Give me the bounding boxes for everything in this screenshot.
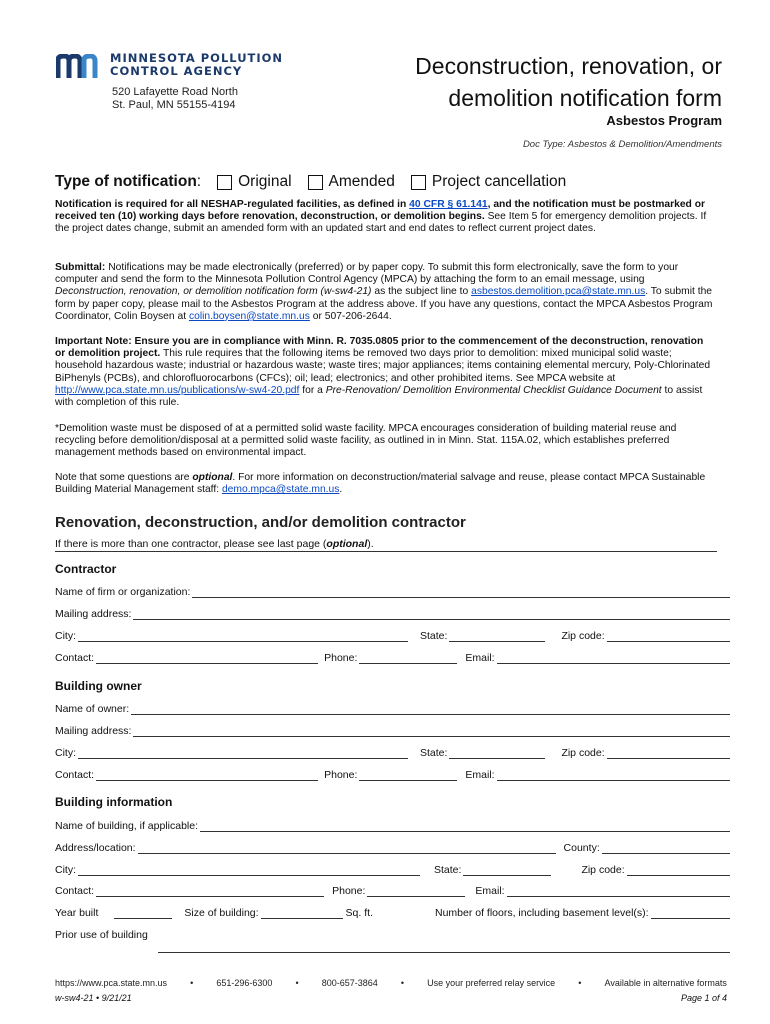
agency-address bbox=[112, 86, 238, 112]
section-subtitle bbox=[55, 538, 374, 550]
owner-state-input[interactable] bbox=[449, 747, 545, 759]
building-city-row bbox=[55, 862, 730, 876]
p2-bold: Submittal: bbox=[55, 262, 106, 273]
size-input[interactable] bbox=[261, 907, 343, 919]
size-label: Size of building: bbox=[184, 907, 259, 919]
p1-bold-b: , and the notification must be postmarked or received ten (10) working days before renovation, deconstruction, or demolition begins. bbox=[55, 199, 705, 223]
original-label: Original bbox=[238, 173, 292, 190]
firm-input[interactable] bbox=[192, 586, 730, 598]
contractor-mailing-label: Mailing address: bbox=[55, 608, 132, 620]
p5-a: Note that some questions are bbox=[55, 472, 193, 483]
footer-bullet-3: • bbox=[400, 978, 405, 988]
section-title: Renovation, deconstruction, and/or demolition contractor bbox=[55, 514, 466, 531]
agency-name bbox=[110, 52, 283, 78]
building-address-row bbox=[55, 840, 730, 854]
owner-heading: Building owner bbox=[55, 679, 142, 693]
notification-type-row bbox=[55, 173, 566, 191]
contractor-zip-input[interactable] bbox=[607, 630, 730, 642]
contractor-city-label: City: bbox=[55, 630, 76, 642]
owner-city-label: City: bbox=[55, 747, 76, 759]
floors-input[interactable] bbox=[651, 907, 730, 919]
p1-bold-a: Notification is required for all NESHAP-regulated facilities, as defined in bbox=[55, 199, 410, 210]
owner-name-input[interactable] bbox=[131, 703, 730, 715]
contractor-zip-label: Zip code: bbox=[561, 630, 605, 642]
building-phone-input[interactable] bbox=[367, 885, 465, 897]
owner-contact-input[interactable] bbox=[96, 769, 318, 781]
p2-a: Notifications may be made electronically (preferred) or by paper copy. To submit this form electronically, save the form to your computer and send the form to the Minnesota Pollution Control Agency (MPCA) by attaching the form to an email message, using bbox=[55, 262, 679, 286]
p2-c: . To submit the form by paper copy, please mail to the Asbestos Program at the address above. If you have any questions, contact the MPCA Asbestos Program Coordinator, Colin Boysen at bbox=[55, 286, 713, 322]
p2-b: as the subject line to bbox=[371, 286, 472, 298]
footer-bullet-4: • bbox=[578, 978, 582, 988]
building-county-input[interactable] bbox=[602, 842, 730, 854]
title-line-1: Deconstruction, renovation, or bbox=[415, 53, 722, 79]
footer-phone-2: 800-657-3864 bbox=[321, 978, 378, 988]
p1-rest: See Item 5 for emergency demolition projects. If the project dates change, submit an amended form with an updated start and end dates to reflect current project dates. bbox=[55, 211, 707, 235]
p5-b: . For more information on deconstruction/material salvage and reuse, please contact MPCA Sustainable Building Material Management staff: bbox=[55, 472, 706, 496]
cancellation-label: Project cancellation bbox=[431, 173, 567, 190]
owner-name-label: Name of owner: bbox=[55, 703, 130, 715]
contractor-state-label: State: bbox=[420, 630, 448, 642]
paragraph-submittal bbox=[55, 262, 715, 323]
building-contact-input[interactable] bbox=[96, 885, 324, 897]
original-checkbox[interactable] bbox=[217, 175, 232, 190]
p3-bold: Important Note: Ensure you are in compliance with Minn. R. 7035.0805 prior to the commencement of the deconstruction, renovation or demolition project. bbox=[55, 336, 704, 360]
owner-city-input[interactable] bbox=[78, 747, 408, 759]
footer-formats: Available in alternative formats bbox=[604, 978, 727, 988]
asbestos-email-link[interactable]: asbestos.demolition.pca@state.mn.us bbox=[471, 286, 646, 298]
paragraph-demolition-waste: *Demolition waste must be disposed of at a permitted solid waste facility. MPCA encourages consideration of building material reuse and recycling before demolition/disposal at a permitted solid waste facility, as outlined in in Minn. Stat. 115A.02, which establishes preferred management methods based on environmental impact. bbox=[55, 423, 677, 459]
building-size-row bbox=[55, 905, 730, 919]
mpca-logo-icon bbox=[56, 54, 106, 78]
building-phone-label: Phone: bbox=[332, 885, 366, 897]
agency-line-2: CONTROL AGENCY bbox=[110, 64, 243, 78]
owner-email-input[interactable] bbox=[497, 769, 730, 781]
building-address-input[interactable] bbox=[138, 842, 556, 854]
building-heading: Building information bbox=[55, 795, 173, 809]
contractor-city-input[interactable] bbox=[78, 630, 408, 642]
contractor-contact-row bbox=[55, 650, 730, 664]
owner-mailing-row bbox=[55, 723, 730, 737]
building-contact-row bbox=[55, 883, 730, 897]
building-email-label: Email: bbox=[475, 885, 505, 897]
p5-optional: optional bbox=[192, 472, 233, 483]
subtitle-c: ). bbox=[367, 538, 374, 550]
owner-zip-input[interactable] bbox=[607, 747, 730, 759]
owner-contact-row bbox=[55, 767, 730, 781]
owner-name-row bbox=[55, 701, 730, 715]
owner-email-label: Email: bbox=[465, 769, 495, 781]
prior-use-row bbox=[55, 927, 730, 941]
coordinator-email-link[interactable]: colin.boysen@state.mn.us bbox=[188, 310, 310, 322]
demo-email-link[interactable]: demo.mpca@state.mn.us bbox=[221, 484, 340, 496]
p3-a: This rule requires that the following items be removed two days prior to demolition: mixed municipal solid waste; household hazardous waste; industrial or hazardous waste; waste tires; major appliances; items containing elemental mercury, Poly-Chlorinated BiPhenyls (PCBs), and chlorofluorocarbons (CFCs); oil; lead; electronics; and other prohibited items. See MPCA website at bbox=[55, 348, 711, 384]
building-city-input[interactable] bbox=[78, 864, 420, 876]
footer-bullet-2: • bbox=[295, 978, 299, 988]
contractor-email-input[interactable] bbox=[497, 652, 730, 664]
owner-mailing-label: Mailing address: bbox=[55, 725, 132, 737]
building-name-label: Name of building, if applicable: bbox=[55, 820, 199, 832]
paragraph-important-note bbox=[55, 336, 715, 409]
p3-italic: Pre-Renovation/ Demolition Environmental Checklist Guidance Document bbox=[325, 384, 662, 396]
paragraph-optional-note bbox=[55, 472, 715, 496]
contractor-heading: Contractor bbox=[55, 562, 117, 576]
prior-use-input[interactable] bbox=[158, 952, 730, 953]
year-built-input[interactable] bbox=[114, 907, 172, 919]
owner-phone-label: Phone: bbox=[324, 769, 358, 781]
building-zip-input[interactable] bbox=[627, 864, 730, 876]
owner-phone-input[interactable] bbox=[359, 769, 457, 781]
amended-label: Amended bbox=[328, 173, 395, 190]
building-contact-label: Contact: bbox=[55, 885, 95, 897]
contractor-mailing-input[interactable] bbox=[133, 608, 730, 620]
owner-contact-label: Contact: bbox=[55, 769, 95, 781]
address-line-1: 520 Lafayette Road North bbox=[112, 86, 238, 98]
sqft-label: Sq. ft. bbox=[345, 907, 373, 919]
p5-c: . bbox=[339, 484, 343, 496]
owner-city-row bbox=[55, 745, 730, 759]
contractor-state-input[interactable] bbox=[449, 630, 545, 642]
footer-doc-id: w-sw4-21 • 9/21/21 bbox=[55, 993, 132, 1003]
building-name-input[interactable] bbox=[200, 820, 730, 832]
building-address-label: Address/location: bbox=[55, 842, 136, 854]
contractor-contact-label: Contact: bbox=[55, 652, 95, 664]
footer-contacts bbox=[55, 978, 727, 988]
footer-page-number: Page 1 of 4 bbox=[680, 993, 727, 1003]
p3-b: for a bbox=[299, 384, 326, 396]
contractor-mailing-row bbox=[55, 606, 730, 620]
building-county-label: County: bbox=[563, 842, 600, 854]
building-city-label: City: bbox=[55, 864, 76, 876]
contractor-contact-input[interactable] bbox=[96, 652, 318, 664]
building-state-label: State: bbox=[434, 864, 462, 876]
contractor-firm-row bbox=[55, 584, 730, 598]
paragraph-requirement bbox=[55, 199, 715, 236]
building-zip-label: Zip code: bbox=[581, 864, 625, 876]
firm-label: Name of firm or organization: bbox=[55, 586, 191, 598]
footer-phone-1: 651-296-6300 bbox=[216, 978, 273, 988]
subtitle-optional: optional bbox=[326, 538, 368, 550]
contractor-phone-label: Phone: bbox=[324, 652, 358, 664]
notification-type-label: Type of notification bbox=[55, 173, 197, 190]
contractor-city-row bbox=[55, 628, 730, 642]
building-email-input[interactable] bbox=[507, 885, 730, 897]
cfr-link[interactable]: 40 CFR § 61.141 bbox=[409, 199, 488, 210]
address-line-2: St. Paul, MN 55155-4194 bbox=[112, 99, 236, 111]
owner-mailing-input[interactable] bbox=[133, 725, 730, 737]
agency-line-1: MINNESOTA POLLUTION bbox=[110, 51, 284, 65]
owner-state-label: State: bbox=[420, 747, 448, 759]
footer-website: https://www.pca.state.mn.us bbox=[55, 978, 168, 988]
notification-type-colon: : bbox=[196, 173, 202, 190]
building-name-row bbox=[55, 818, 730, 832]
subtitle-a: If there is more than one contractor, please see last page ( bbox=[55, 538, 327, 550]
footer-relay: Use your preferred relay service bbox=[427, 978, 556, 988]
section-divider bbox=[55, 551, 717, 552]
floors-label: Number of floors, including basement level(s): bbox=[434, 907, 649, 919]
footer-bullet-1: • bbox=[190, 978, 194, 988]
year-built-label: Year built bbox=[55, 907, 99, 919]
cancellation-checkbox[interactable] bbox=[411, 175, 426, 190]
p3-c: to assist with completion of this rule. bbox=[55, 384, 703, 409]
contractor-email-label: Email: bbox=[465, 652, 495, 664]
doc-type: Doc Type: Asbestos & Demolition/Amendments bbox=[522, 139, 722, 150]
prior-use-label: Prior use of building bbox=[55, 929, 148, 941]
owner-zip-label: Zip code: bbox=[561, 747, 605, 759]
p2-d: or 507-206-2644. bbox=[309, 310, 392, 322]
form-title bbox=[415, 50, 722, 114]
p2-italic: Deconstruction, renovation, or demolition notification form (w-sw4-21) bbox=[55, 286, 372, 298]
title-line-2: demolition notification form bbox=[448, 85, 722, 111]
program-name: Asbestos Program bbox=[606, 113, 722, 128]
building-state-input[interactable] bbox=[463, 864, 551, 876]
footer-doc-info bbox=[55, 993, 727, 1003]
amended-checkbox[interactable] bbox=[308, 175, 323, 190]
contractor-phone-input[interactable] bbox=[359, 652, 457, 664]
checklist-pdf-link[interactable]: http://www.pca.state.mn.us/publications/w-sw4-20.pdf bbox=[55, 384, 300, 396]
